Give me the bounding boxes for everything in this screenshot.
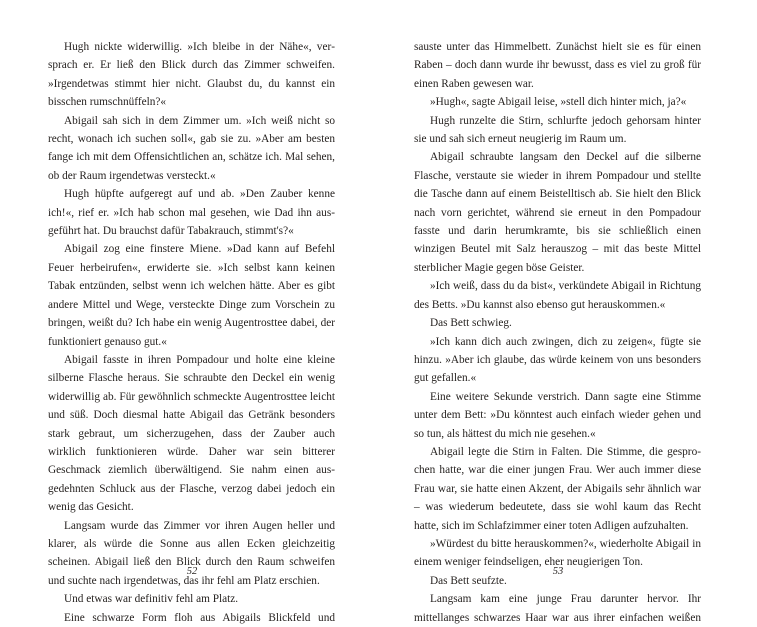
paragraph: Das Bett seufzte. (430, 574, 507, 587)
paragraph: »Hugh«, sagte Abigail leise, »stell dich hinter mich, ja?« (430, 96, 687, 109)
paragraph: Abigail fasste in ihren Pompadour und holte eine kleine silberne Flasche heraus. Sie schraubte den Deckel ein wenig widerwillig ab. Für gewöhnlich schmeckte Augentrosttee leicht und süß. Doch diesmal hatte Abigail das Getränk besonders stark gebraut, um sicherzugehen, dass der Zauber auch wirklich funktionieren würde. Daher war sein bitterer Geschmack ziemlich überwältigend. Sie nahm einen ausgedehnten Schluck aus der Flasche, verzog dabei jedoch ein wenig das Gesicht. (48, 353, 335, 514)
right-page (414, 38, 701, 627)
page-number-left: 52 (186, 566, 198, 577)
left-page (48, 38, 335, 627)
paragraph: Eine schwarze Form floh aus Abigails Blickfeld und (64, 611, 335, 624)
paragraph: Langsam wurde das Zimmer vor ihren Augen heller und klarer, als würde die Sonne aus allen Ecken gleichzeitig scheinen. Abigail ließ den Blick durch den Raum schweifen und suchte nach irgendetwas, das ihr fehl am Platz erschien. (48, 519, 335, 587)
page-number-right: 53 (552, 566, 564, 577)
paragraph: Abigail zog eine finstere Miene. »Dad kann auf Befehl Feuer herbeirufen«, erwiderte sie. »Ich selbst kann keinen Tabak entzünden, selbst wenn ich welchen hätte. Aber es gibt andere Mittel und Wege, versteckte Dinge zum Vorschein zu bringen, weißt du? Ich habe ein wenig Augentrosttee dabei, der funktioniert genauso gut.« (48, 243, 335, 348)
paragraph: Abigail schraubte langsam den Deckel auf die silberne Flasche, verstaute sie wieder in ihrem Pompadour und stellte die Tasche dann auf einem Beistelltisch ab. Sie hielt den Blick nach vorn gerichtet, während sie erneut in den Pompadour fasste und darin herumkramte, bis sie schließlich einen winzigen Beutel mit Salz herauszog – mit das beste Mittel sterblicher Magie gegen böse Geister. (414, 151, 701, 274)
paragraph: »Würdest du bitte herauskommen?«, wiederholte Abigail in einem weniger feindseligen, eher neugierigen Ton. (414, 537, 701, 569)
paragraph: Langsam kam eine junge Frau darunter hervor. Ihr mittellanges schwarzes Haar war aus ihrer einfachen weißen (414, 593, 701, 624)
paragraph: Eine weitere Sekunde verstrich. Dann sagte eine Stimme unter dem Bett: »Du könntest auch einfach wieder gehen und so tun, als hättest du mich nie gesehen.« (414, 390, 701, 440)
paragraph: Das Bett schwieg. (430, 317, 512, 330)
paragraph: sauste unter das Himmelbett. Zunächst hielt sie es für einen Raben – doch dann wurde ihr bewusst, dass es viel zu groß für einen Raben gewesen war. (414, 41, 701, 90)
paragraph: Abigail sah sich in dem Zimmer um. »Ich weiß nicht so recht, wonach ich suchen soll«, gab sie zu. »Aber am besten fange ich mit dem Offensichtlichen an, schätze ich. Mal sehen, ob der Raum irgendetwas versteckt.« (48, 114, 335, 182)
paragraph: Abigail legte die Stirn in Falten. Die Stimme, die gesprochen hatte, war die einer jungen Frau. Wer auch immer diese Frau war, sie hatte einen Akzent, der Abigails sehr ähnlich war – was wiederum bedeutete, dass sie wohl kaum das Recht hatte, sich im Schlafzimmer einer toten Adligen aufzuhalten. (414, 445, 701, 532)
paragraph: Hugh hüpfte aufgeregt auf und ab. »Den Zauber kenne ich!«, rief er. »Ich hab schon mal gesehen, wie Dad ihn ausgeführt hat. Du brauchst dafür Tabakrauch, stimmt's?« (48, 188, 335, 238)
paragraph: Hugh runzelte die Stirn, schlurfte jedoch gehorsam hinter sie und sah sich erneut neugierig im Raum um. (414, 114, 701, 146)
paragraph: Und etwas war definitiv fehl am Platz. (64, 593, 239, 606)
paragraph: »Ich kann dich auch zwingen, dich zu zeigen«, fügte sie hinzu. »Aber ich glaube, das würde keinem von uns besonders gut gefallen.« (414, 335, 701, 385)
paragraph: »Ich weiß, dass du da bist«, verkündete Abigail in Richtung des Betts. »Du kannst also ebenso gut herauskommen.« (414, 280, 701, 311)
paragraph: Hugh nickte widerwillig. »Ich bleibe in der Nähe«, versprach er. Er ließ den Blick durch das Zimmer schweifen. »Irgendetwas stimmt hier nicht. Glaubst du, du kannst ein bisschen rumschnüffeln?« (48, 41, 335, 109)
